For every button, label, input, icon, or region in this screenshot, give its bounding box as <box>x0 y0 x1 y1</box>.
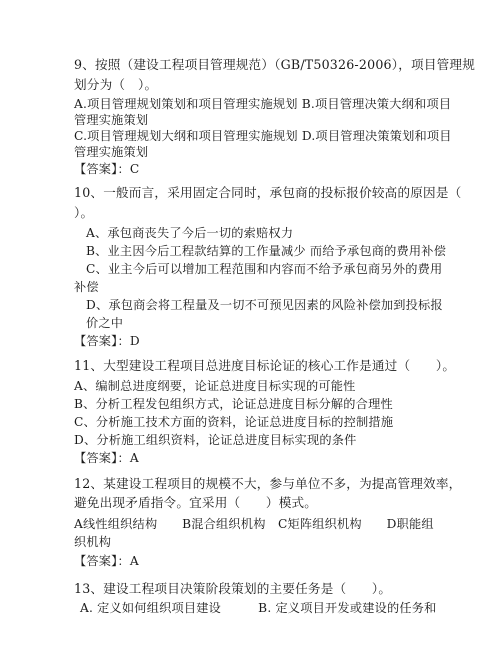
question-11-option-d: D、分析施工组织资料，论证总进度目标实现的条件 <box>74 433 357 447</box>
question-9-option-line-1: A.项目管理规划策划和项目管理实施规划 B.项目管理决策大纲和项目 <box>74 97 452 111</box>
question-10-answer: 【答案】：D <box>74 334 140 348</box>
question-10-option-d-cont: 价之中 <box>86 316 124 330</box>
question-11-option-a: A、编制总进度纲要，论证总进度目标实现的可能性 <box>74 379 356 393</box>
question-10-option-d: D、承包商会将工程量及一切不可预见因素的风险补偿加到投标报 <box>86 298 443 312</box>
question-11-answer: 【答案】：A <box>74 451 139 465</box>
question-9-option-line-4: 管理实施策划 <box>74 145 149 159</box>
question-10-stem-line-2: ）。 <box>74 205 94 220</box>
question-10-option-b: B、业主因今后工程款结算的工作量减少 而给予承包商的费用补偿 <box>86 244 447 258</box>
question-11-stem: 11、大型建设工程项目总进度目标论证的核心工作是通过（ ）。 <box>74 358 456 373</box>
question-9-option-line-3: C.项目管理规划大纲和项目管理实施规划 D.项目管理决策策划和项目 <box>74 129 452 143</box>
question-12-options-line-2: 织机构 <box>74 535 112 549</box>
question-10-option-c: C、业主今后可以增加工程范围和内容而不给予承包商另外的费用 <box>86 262 443 276</box>
question-9-stem-line-1: 9、按照（建设工程项目管理规范）（GB/T50326-2006），项目管理规 <box>74 57 475 72</box>
question-11-option-b: B、分析工程发包组织方式，论证总进度目标分解的合理性 <box>74 397 393 411</box>
question-12-stem-line-2: 避免出现矛盾指令。宜采用（ ）模式。 <box>74 495 318 510</box>
question-13-options-line-1: A. 定义如何组织项目建设 B. 定义项目开发或建设的任务和 <box>80 601 437 615</box>
question-9-stem-line-2: 划分为（ ）。 <box>74 77 158 92</box>
question-9-option-line-2: 管理实施策划 <box>74 113 149 127</box>
question-12-options-line-1: A线性组织结构 B混合组织机构 C矩阵组织机构 D职能组 <box>74 517 434 531</box>
question-9-answer: 【答案】：C <box>74 162 140 176</box>
question-10-option-c-cont: 补偿 <box>74 280 99 294</box>
question-12-stem-line-1: 12、某建设工程项目的规模不大，参与单位不多，为提高管理效率， <box>74 476 462 491</box>
question-10-option-a: A、承包商丧失了今后一切的索赔权力 <box>86 226 294 240</box>
question-12-answer: 【答案】：A <box>74 554 139 568</box>
question-10-stem-line-1: 10、一般而言，采用固定合同时，承包商的投标报价较高的原因是（ <box>74 185 462 200</box>
question-11-option-c: C、分析施工技术方面的资料，论证总进度目标的控制措施 <box>74 415 394 429</box>
question-13-stem: 13、建设工程项目决策阶段策划的主要任务是（ ）。 <box>74 581 392 596</box>
